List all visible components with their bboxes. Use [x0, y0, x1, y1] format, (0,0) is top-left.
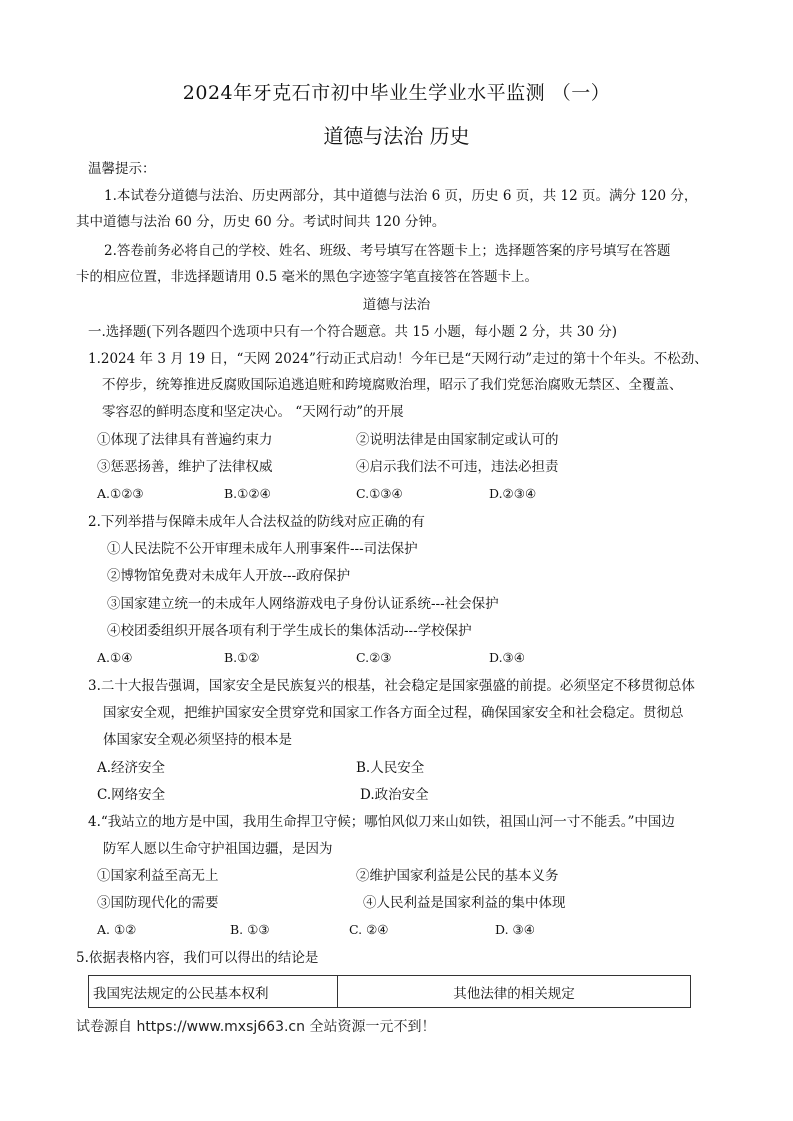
exam-title: 2024年牙克石市初中毕业生学业水平监测 （一）	[182, 82, 611, 104]
question-5-stem: 5.依据表格内容，我们可以得出的结论是	[76, 950, 319, 966]
table-header-cell-1: 我国宪法规定的公民基本权利	[89, 976, 338, 1008]
question-2-option-d: D.③④	[489, 650, 525, 665]
question-1-statement-3: ③惩恶扬善，维护了法律权威	[97, 459, 273, 475]
question-4-line-1: 4.“我站立的地方是中国，我用生命捍卫守候；哪怕风似刀来山如铁，祖国山河一寸不能丢。”中国边	[88, 814, 675, 830]
notice-item-2-line-1: 2.答卷前务必将自己的学校、姓名、班级、考号填写在答题卡上；选择题答案的序号填写在答题	[104, 243, 671, 259]
question-4-line-2: 防军人愿以生命守护祖国边疆，是因为	[103, 841, 333, 857]
part-one-heading: 一.选择题(下列各题四个选项中只有一个符合题意。共 15 小题，每小题 2 分，共 30 分)	[88, 324, 618, 340]
question-1-statement-4: ④启示我们法不可违，违法必担责	[356, 459, 559, 475]
question-4-statement-3: ③国防现代化的需要	[97, 895, 219, 911]
question-2-statement-3: ③国家建立统一的未成年人网络游戏电子身份认证系统---社会保护	[107, 596, 499, 612]
question-1-statement-1: ①体现了法律具有普遍约束力	[97, 432, 273, 448]
question-2-stem: 2.下列举措与保障未成年人合法权益的防线对应正确的有	[88, 514, 425, 530]
exam-subject: 道德与法治 历史	[323, 124, 470, 148]
question-4-option-a: A. ①②	[97, 922, 137, 937]
question-1-line-2: 不停步，统筹推进反腐败国际追逃追赃和跨境腐败治理，昭示了我们党惩治腐败无禁区、全覆盖、	[102, 377, 683, 393]
question-1-option-d: D.②③④	[489, 486, 537, 501]
question-4-statement-1: ①国家利益至高无上	[97, 868, 219, 884]
notice-item-2-line-2: 卡的相应位置，非选择题请用 0.5 毫米的黑色字迹签字笔直接答在答题卡上。	[76, 269, 539, 285]
notice-heading: 温馨提示：	[88, 161, 156, 177]
question-1-line-3: 零容忍的鲜明态度和坚定决心。 “天网行动”的开展	[102, 404, 404, 420]
question-4-statement-2: ②维护国家利益是公民的基本义务	[356, 868, 559, 884]
table-header-cell-2: 其他法律的相关规定	[338, 976, 691, 1008]
question-2-option-c: C.②③	[356, 650, 392, 665]
question-2-statement-2: ②博物馆免费对未成年人开放---政府保护	[107, 568, 351, 584]
question-4-statement-4: ④人民利益是国家利益的集中体现	[363, 895, 566, 911]
notice-item-1-line-1: 1.本试卷分道德与法治、历史两部分，其中道德与法治 6 页，历史 6 页，共 12 页。满分 120 分，	[104, 188, 698, 204]
question-1-statement-2: ②说明法律是由国家制定或认可的	[356, 432, 559, 448]
question-1-option-a: A.①②③	[97, 486, 144, 501]
question-3-option-b: B.人民安全	[356, 760, 425, 776]
question-2-statement-4: ④校团委组织开展各项有利于学生成长的集体活动---学校保护	[107, 623, 472, 639]
source-footer: 试卷源自 https://www.mxsj663.cn 全站资源一元不到！	[76, 1019, 436, 1035]
question-1-option-c: C.①③④	[356, 486, 403, 501]
question-4-option-c: C. ②④	[349, 922, 389, 937]
question-5-table	[88, 975, 691, 1008]
question-2-statement-1: ①人民法院不公开审理未成年人刑事案件---司法保护	[107, 541, 418, 557]
question-1-option-b: B.①②④	[224, 486, 271, 501]
question-3-line-3: 体国家安全观必须坚持的根本是	[103, 732, 292, 748]
question-2-option-a: A.①④	[97, 650, 133, 665]
question-3-line-2: 国家安全观，把维护国家安全贯穿党和国家工作各方面全过程，确保国家安全和社会稳定。贯彻总	[103, 705, 684, 721]
question-3-option-d: D.政治安全	[360, 787, 429, 803]
question-3-line-1: 3.二十大报告强调，国家安全是民族复兴的根基，社会稳定是国家强盛的前提。必须坚定不移贯彻总体	[88, 678, 695, 694]
notice-item-1-line-2: 其中道德与法治 60 分，历史 60 分。考试时间共 120 分钟。	[76, 214, 446, 230]
question-3-option-c: C.网络安全	[97, 787, 166, 803]
question-4-option-d: D. ③④	[495, 922, 535, 937]
question-2-option-b: B.①②	[224, 650, 260, 665]
question-3-option-a: A.经济安全	[97, 760, 166, 776]
table-row	[89, 976, 691, 1008]
question-4-option-b: B. ①③	[230, 922, 270, 937]
question-1-line-1: 1.2024 年 3 月 19 日，“天网 2024”行动正式启动！今年已是“天网行动”走过的第十个年头。不松劲、	[88, 351, 708, 367]
section-title: 道德与法治	[362, 297, 431, 313]
